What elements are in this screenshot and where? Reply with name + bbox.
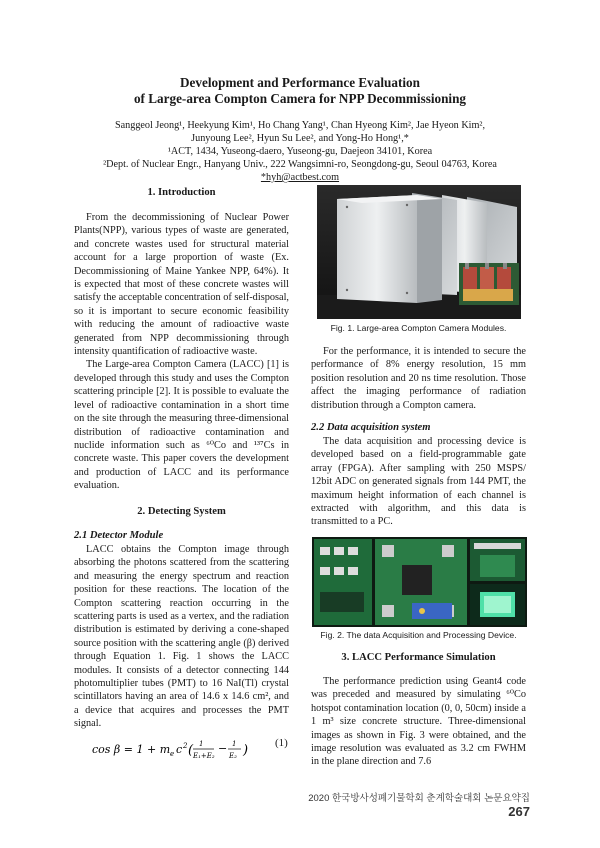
affiliation-1: ¹ACT, 1434, Yuseong-daero, Yuseong-gu, Daejeon 34101, Korea [167, 146, 433, 157]
detecting-system-heading: 2. Detecting System [137, 506, 226, 517]
simulation-paragraph: The performance prediction using Geant4 code was preceded and measured by simulating ⁶⁰Co hotspot contamination location (0, 0, 50cm) inside a 1 m³ size concrete structure. Three-dimensional images as shown in Fig. 3 were obtained, and the image resolution was evaluated as 3.2 cm FWHM in the plane direction and 7.6 [311, 676, 526, 768]
detector-module-subheading: 2.1 Detector Module [74, 530, 164, 541]
svg-text:e: e [170, 750, 175, 758]
intro-text [74, 211, 289, 493]
svg-text:−: − [218, 742, 228, 755]
figure-2-daq-device [312, 537, 527, 627]
intro-paragraph-1: From the decommissioning of Nuclear Power Plants(NPP), various types of waste are generated, and concrete wastes used for structural material account for a large proportion of waste (Ex. Decommissioning of Maine Yankee NPP, 64%). It is expected that most of these concrete wastes will satisfy the acceptable concentration of self-disposal, so it is important to secure economic feasibility with reducing the amount of radioactive waste generated from NPP decommissioning through intensity quantification of radioactive waste. [74, 212, 290, 358]
simulation-text [311, 675, 526, 769]
figure-2-caption: Fig. 2. The data Acquisition and Processing Device. [320, 630, 517, 640]
authors-line2: Junyoung Lee², Hyun Su Lee², and Yong-Ho Hong¹,* [191, 133, 409, 144]
simulation-heading: 3. LACC Performance Simulation [341, 652, 496, 663]
equation-number: (1) [275, 737, 288, 749]
equation-1-graphic [92, 737, 277, 763]
daq-device-photo [312, 537, 527, 627]
svg-text:2: 2 [183, 742, 188, 750]
corresponding-email[interactable]: *hyh@actbest.com [260, 172, 340, 183]
page-number: 267 [508, 804, 530, 819]
performance-text [311, 345, 526, 412]
daq-text [311, 435, 526, 529]
authors-line1: Sanggeol Jeong¹, Heekyung Kim¹, Ho Chang Yang¹, Chan Hyeong Kim², Jae Hyeon Kim², [114, 120, 486, 131]
performance-paragraph: For the performance, it is intended to secure the performance of 8% energy resolution, 15 mm position resolution and 20 ns time resolution. Those affect the imaging performance of radiation distribution through a Compton camera. [311, 346, 526, 411]
detector-module-text [74, 543, 289, 731]
equation-1 [92, 737, 292, 766]
daq-paragraph: The data acquisition and processing device is developed based on a field-programmable gate array (FPGA). After sampling with 250 MSPS/ 12bit ADC on generated signals from 144 PMT, the maximum height information of each channel is extracted with algorithm, and this data is transmitted to a PC. [311, 436, 526, 528]
svg-text:1: 1 [232, 740, 237, 748]
svg-text:c: c [176, 743, 183, 756]
daq-subheading: 2.2 Data acquisition system [311, 422, 431, 433]
svg-text:(: ( [188, 743, 194, 758]
detector-module-paragraph: LACC obtains the Compton image through absorbing the photons scattered from the scattering and measuring the energy spectrum and reaction position for these reactions. The location of the Compton scattering reaction occurring in the scattering parts is used as a vertex, and the radiation distribution is estimated by deriving a cone-shaped source position with the scattering angle (β) derived through Equation 1. Fig. 1 shows the LACC modules. It consists of a detector connecting 144 photomultiplier tubes (PMT) to 16 NaI(Tl) crystal scintillators having an area of 14.6 x 14.6 cm², and a device that acquires and processes the PMT signal. [74, 544, 289, 730]
intro-heading: 1. Introduction [147, 187, 216, 198]
footer-proceedings-title: 2020 한국방사성폐기물학회 춘계학술대회 논문요약집 [308, 793, 530, 804]
lacc-modules-photo [317, 185, 521, 319]
svg-text:cos β = 1 + m: cos β = 1 + m [92, 743, 171, 756]
paper-title-line1: Development and Performance Evaluation [180, 75, 420, 90]
figure-1-lacc-modules [317, 185, 521, 319]
svg-text:1: 1 [199, 740, 204, 748]
svg-text:E₂: E₂ [229, 752, 237, 760]
svg-text:): ) [243, 743, 249, 758]
intro-paragraph-2: The Large-area Compton Camera (LACC) [1] is developed through this study and uses the Compton scattering principle [2]. It is possible to evaluate the level of radioactive contamination in a short time on the site through the measuring three-dimensional distribution of radioactive contamination and nuclide information such as ⁶⁰Co and ¹³⁷Cs in concrete waste. This paper covers the development and production of LACC and its performance evaluation. [74, 359, 289, 492]
figure-1-caption: Fig. 1. Large-area Compton Camera Modules. [330, 323, 507, 333]
page-footer [300, 790, 530, 819]
paper-title-line2: of Large-area Compton Camera for NPP Decommissioning [133, 91, 467, 106]
svg-text:E₁+E₂: E₁+E₂ [193, 752, 215, 760]
affiliation-2: ²Dept. of Nuclear Engr., Hanyang Univ., 222 Wangsimni-ro, Seongdong-gu, Seoul 04763, Korea [103, 159, 497, 170]
